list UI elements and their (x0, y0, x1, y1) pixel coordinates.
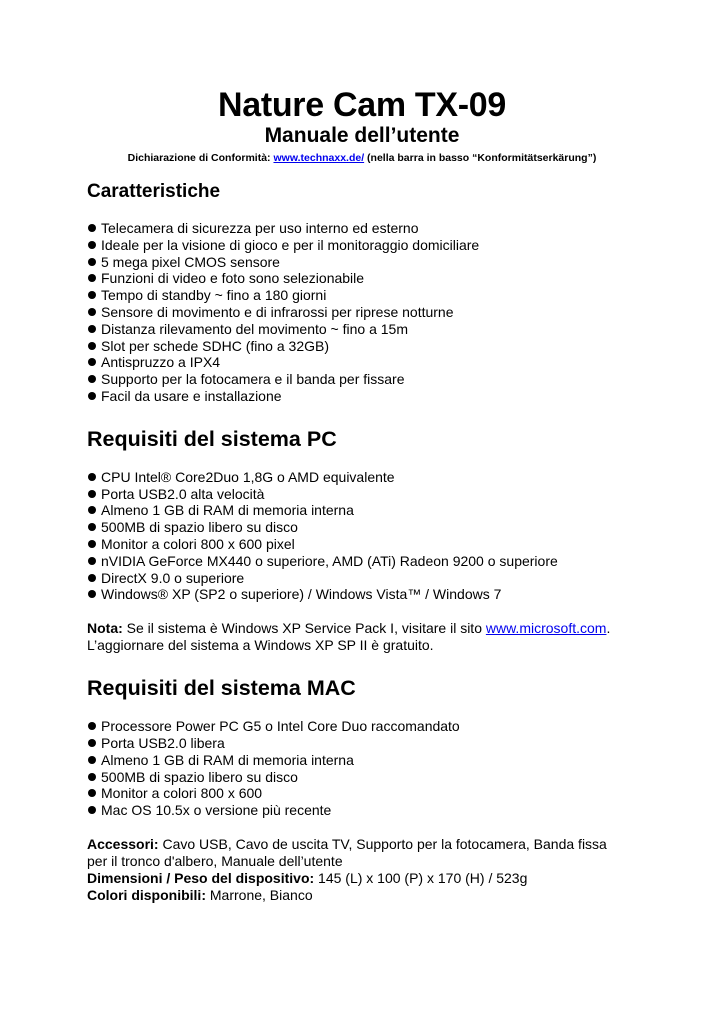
list-item (87, 769, 647, 786)
list-item-text: 500MB di spazio libero su disco (101, 768, 298, 785)
accessories-line2: per il tronco d'albero, Manuale dell’utente (87, 852, 343, 869)
list-item-text: nVIDIA GeForce MX440 o superiore, AMD (ATi) Radeon 9200 o superiore (101, 552, 558, 569)
note-text: Se il sistema è Windows XP Service Pack I, visitare il sito (126, 620, 482, 637)
list-item (87, 553, 647, 570)
list-item (87, 354, 647, 371)
bullet-icon (88, 806, 96, 814)
list-item-text: Porta USB2.0 alta velocità (101, 485, 265, 502)
features-heading: Caratteristiche (87, 181, 221, 202)
bullet-icon (88, 258, 96, 266)
bullet-icon (88, 490, 96, 498)
list-item-text: 5 mega pixel CMOS sensore (101, 253, 280, 270)
colors-line (87, 887, 647, 904)
bullet-icon (88, 241, 96, 249)
list-item (87, 802, 647, 819)
list-item-text: 500MB di spazio libero su disco (101, 519, 298, 536)
list-item-text: Ideale per la visione di gioco e per il monitoraggio domiciliare (101, 236, 480, 253)
bullet-icon (88, 523, 96, 531)
features-list (87, 220, 647, 405)
bullet-icon (88, 739, 96, 747)
list-item-text: Tempo di standby ~ fino a 180 giorni (101, 287, 327, 304)
conformity-link[interactable]: www.technaxx.de/ (273, 152, 365, 164)
pc-requirements-list (87, 469, 647, 603)
document-subtitle: Manuale dell’utente (264, 124, 460, 147)
accessories-line (87, 836, 647, 853)
list-item (87, 321, 647, 338)
list-item (87, 220, 647, 237)
list-item (87, 502, 647, 519)
list-item-text: Mac OS 10.5x o versione più recente (101, 802, 332, 819)
list-item-text: Supporto per la fotocamera e il banda per fissare (101, 371, 405, 388)
bullet-icon (88, 224, 96, 232)
list-item (87, 735, 647, 752)
list-item-text: Telecamera di sicurezza per uso interno ed esterno (101, 220, 419, 236)
list-item-text: Processore Power PC G5 o Intel Core Duo raccomandato (101, 718, 460, 735)
list-item (87, 469, 647, 486)
note-label: Nota: (87, 620, 123, 637)
list-item-text: Almeno 1 GB di RAM di memoria interna (101, 502, 354, 519)
list-item-text: Monitor a colori 800 x 600 pixel (101, 535, 295, 552)
bullet-icon (88, 358, 96, 366)
list-item (87, 270, 647, 287)
list-item-text: Facil da usare e installazione (101, 387, 282, 404)
list-item (87, 338, 647, 355)
document-content (87, 178, 647, 904)
bullet-icon (88, 506, 96, 514)
dimensions-value: 145 (L) x 100 (P) x 170 (H) / 523g (318, 869, 528, 886)
bullet-icon (88, 325, 96, 333)
conformity-line (0, 151, 724, 165)
bullet-icon (88, 557, 96, 565)
conformity-suffix: (nella barra in basso “Konformitätserkärung”) (367, 152, 597, 164)
list-item-text: Funzioni di video e foto sono selezionabile (101, 270, 365, 287)
list-item-text: Porta USB2.0 libera (101, 734, 225, 751)
pc-note-line2: L’aggiornare del sistema a Windows XP SP II è gratuito. (87, 637, 434, 654)
list-item (87, 785, 647, 802)
bullet-icon (88, 722, 96, 730)
bullet-icon (88, 473, 96, 481)
list-item (87, 287, 647, 304)
bullet-icon (88, 540, 96, 548)
bullet-icon (88, 308, 96, 316)
pc-requirements-heading: Requisiti del sistema PC (87, 426, 337, 451)
list-item-text: Antispruzzo a IPX4 (101, 354, 221, 371)
list-item (87, 536, 647, 553)
bullet-icon (88, 392, 96, 400)
list-item-text: Slot per schede SDHC (fino a 32GB) (101, 337, 329, 354)
bullet-icon (88, 274, 96, 282)
microsoft-link[interactable]: www.microsoft.com (485, 620, 607, 637)
list-item (87, 371, 647, 388)
list-item (87, 486, 647, 503)
bullet-icon (88, 590, 96, 598)
note-punctuation: . (606, 620, 611, 637)
document-title: Nature Cam TX-09 (217, 86, 507, 124)
list-item (87, 304, 647, 321)
colors-value: Marrone, Bianco (209, 886, 313, 903)
list-item (87, 570, 647, 587)
mac-requirements-heading: Requisiti del sistema MAC (87, 676, 356, 701)
accessories-value: Cavo USB, Cavo de uscita TV, Supporto per la fotocamera, Banda fissa (162, 835, 607, 852)
conformity-prefix: Dichiarazione di Conformità: (127, 152, 271, 164)
list-item-text: CPU Intel® Core2Duo 1,8G o AMD equivalente (101, 468, 395, 485)
list-item (87, 388, 647, 405)
colors-label: Colori disponibili: (87, 886, 206, 903)
list-item-text: Sensore di movimento e di infrarossi per riprese notturne (101, 303, 454, 320)
bullet-icon (88, 756, 96, 764)
list-item (87, 586, 647, 603)
list-item (87, 254, 647, 271)
dimensions-label: Dimensioni / Peso del dispositivo: (87, 869, 315, 886)
bullet-icon (88, 773, 96, 781)
list-item-text: Distanza rilevamento del movimento ~ fino a 15m (101, 320, 408, 337)
bullet-icon (88, 342, 96, 350)
list-item-text: Windows® XP (SP2 o superiore) / Windows Vista™ / Windows 7 (101, 586, 502, 603)
list-item-text: Almeno 1 GB di RAM di memoria interna (101, 751, 354, 768)
accessories-label: Accessori: (87, 835, 159, 852)
list-item-text: Monitor a colori 800 x 600 (101, 785, 263, 802)
list-item-text: DirectX 9.0 o superiore (101, 569, 245, 586)
bullet-icon (88, 574, 96, 582)
bullet-icon (88, 291, 96, 299)
pc-note (87, 620, 647, 637)
list-item (87, 237, 647, 254)
list-item (87, 519, 647, 536)
mac-requirements-list (87, 718, 647, 819)
bullet-icon (88, 375, 96, 383)
list-item (87, 752, 647, 769)
dimensions-line (87, 870, 647, 887)
list-item (87, 718, 647, 735)
bullet-icon (88, 789, 96, 797)
